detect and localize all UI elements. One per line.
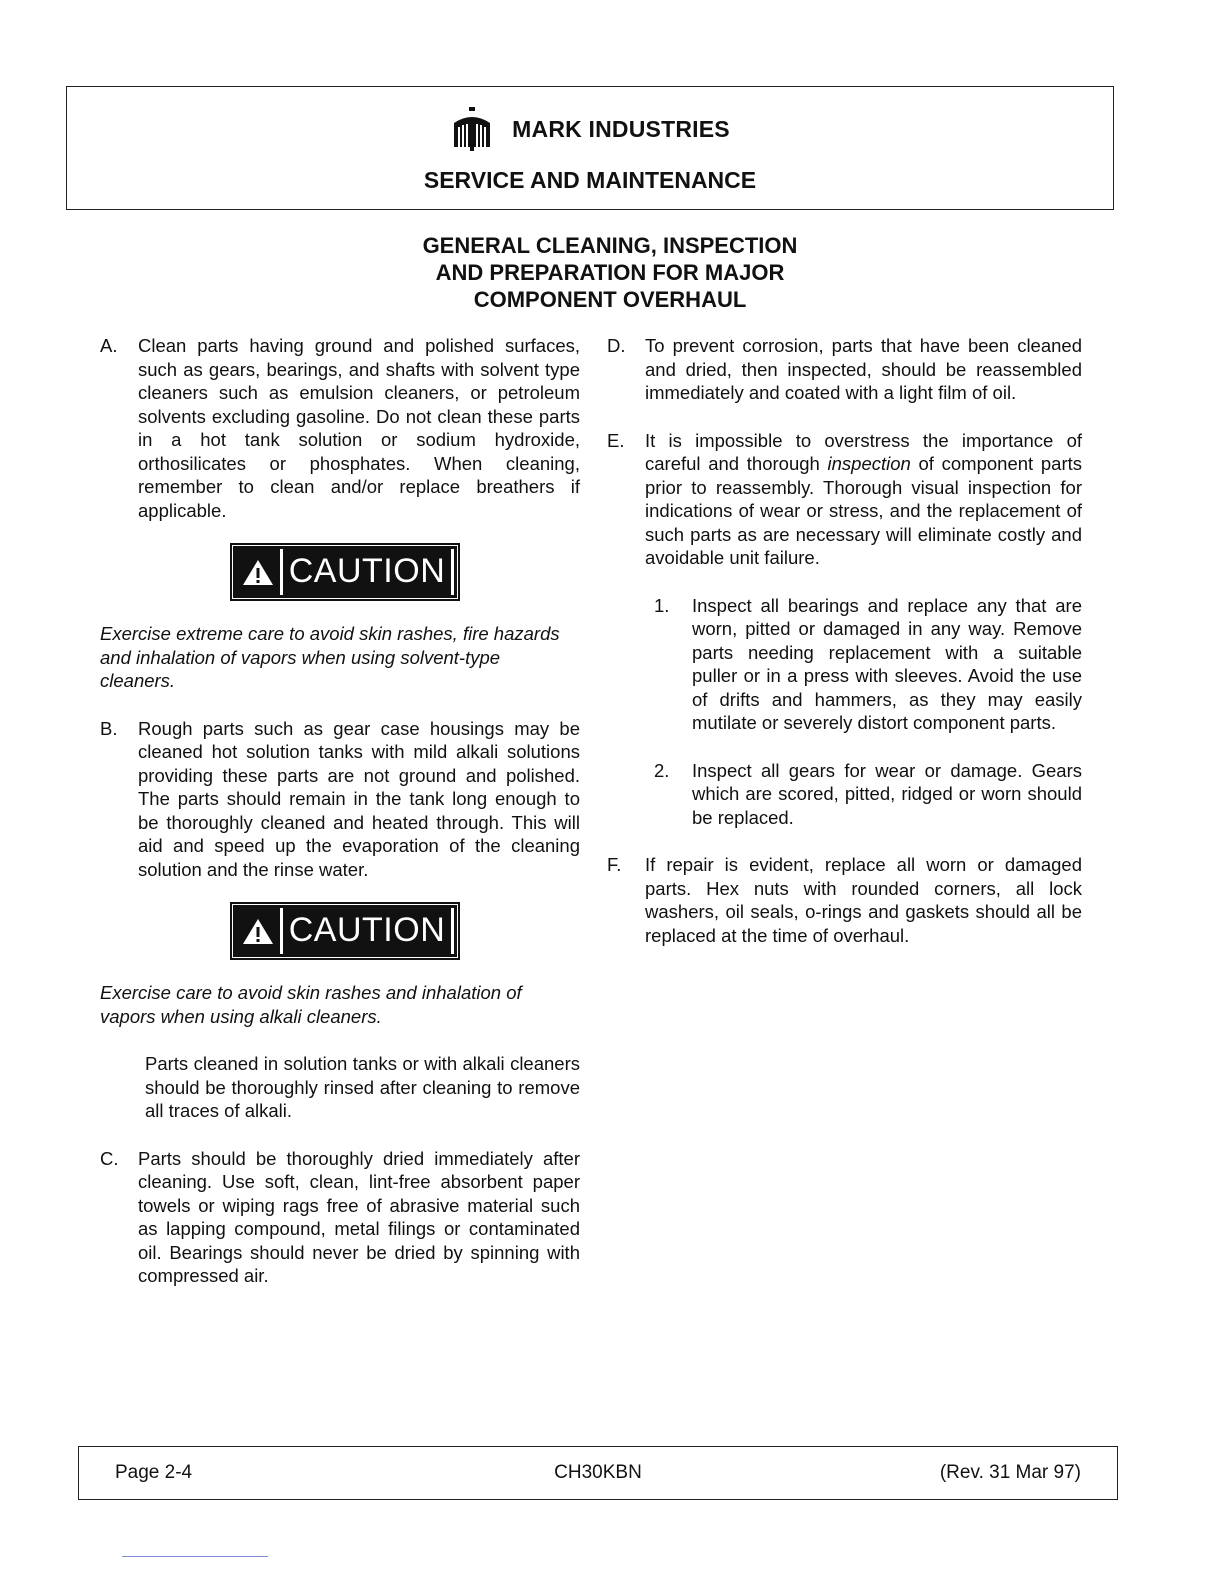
paragraph-b-marker: B. — [100, 717, 118, 739]
paragraph-b — [100, 717, 580, 882]
footer-revision: (Rev. 31 Mar 97) — [939, 1462, 1081, 1483]
paragraph-e — [607, 429, 1082, 570]
paragraph-e-text-end: of component parts prior to reassembly. Thorough visual inspection for indications of wear or stress, and the replacement of such parts as are necessary will eliminate costly and avoidable unit failure. — [645, 453, 1082, 568]
header-subtitle: SERVICE AND MAINTENANCE — [423, 167, 757, 193]
header — [66, 86, 1114, 210]
paragraph-f-text: If repair is evident, replace all worn or damaged parts. Hex nuts with rounded corners, all lock washers, oil seals, o-rings and gaskets should all be replaced at the time of overhaul. — [645, 854, 1082, 946]
subitem-e1 — [650, 594, 1082, 735]
title-line-3: COMPONENT OVERHAUL — [473, 287, 747, 312]
subitem-e1-marker: 1. — [654, 594, 670, 616]
mark-industries-logo-icon — [450, 107, 494, 151]
right-column — [607, 334, 1082, 971]
subitem-e1-text: Inspect all bearings and replace any that are worn, pitted or damaged in any way. Remove parts needing replacement with a suitable puller or in a press with sleeves. Avoid the use of drifts and hammers, as they may easily mutilate or severely distort component parts. — [692, 594, 1082, 733]
paragraph-e-emphasis: inspection — [827, 453, 911, 474]
paragraph-d-text: To prevent corrosion, parts that have been cleaned and dried, then inspected, should be reassembled immediately and coated with a light film of oil. — [645, 335, 1082, 403]
paragraph-f-marker: F. — [607, 854, 622, 875]
paragraph-c-text: Parts should be thoroughly dried immediately after cleaning. Use soft, clean, lint-free absorbent paper towels or wiping rags free of abrasive material such as lapping compound, metal filings or contaminated oil. Bearings should never be dried by spinning with compressed air. — [138, 1147, 580, 1286]
paragraph-f — [607, 853, 1082, 947]
left-column — [100, 334, 580, 1312]
title-line-1: GENERAL CLEANING, INSPECTION — [422, 233, 798, 258]
company-name: MARK INDUSTRIES — [512, 115, 730, 142]
caution-banner-1 — [100, 546, 580, 598]
paragraph-e-text — [645, 429, 1082, 570]
paragraph-c — [100, 1147, 580, 1288]
paragraph-e-marker: E. — [607, 429, 625, 451]
footer — [78, 1446, 1118, 1500]
caution-text-2: Exercise care to avoid skin rashes and inhalation of vapors when using alkali cleaners. — [100, 982, 522, 1027]
caution-banner-2 — [100, 905, 580, 957]
caution-badge — [233, 546, 458, 598]
caution-icon-box — [236, 908, 283, 954]
subitem-e2-marker: 2. — [654, 759, 670, 781]
caution-text-1: Exercise extreme care to avoid skin rashes, fire hazards and inhalation of vapors when using solvent-type cleaners. — [100, 623, 560, 691]
warning-triangle-icon — [242, 917, 274, 945]
page-title — [250, 232, 970, 313]
caution-icon-box — [236, 549, 283, 595]
paragraph-b-note: Parts cleaned in solution tanks or with alkali cleaners should be thoroughly rinsed after cleaning to remove all traces of alkali. — [145, 1053, 580, 1121]
footer-model: CH30KBN — [554, 1462, 642, 1483]
caution-label: CAUTION — [283, 549, 455, 595]
paragraph-a — [100, 334, 580, 522]
subitem-e2 — [650, 759, 1082, 830]
paragraph-b-text: Rough parts such as gear case housings may be cleaned hot solution tanks with mild alkali solutions providing these parts are not ground and polished. The parts should remain in the tank long enough to be thoroughly cleaned and heated through. This will aid and speed up the evaporation of the cleaning solution and the rinse water. — [138, 717, 580, 880]
paragraph-d-marker: D. — [607, 335, 626, 356]
paragraph-d — [607, 334, 1082, 405]
brand-row — [67, 107, 1113, 151]
subitem-e2-text: Inspect all gears for wear or damage. Gears which are scored, pitted, ridged or worn should be replaced. — [692, 759, 1082, 828]
footer-page-number: Page 2-4 — [115, 1462, 193, 1483]
paragraph-a-marker: A. — [100, 335, 118, 356]
scan-artifact-line — [122, 1556, 268, 1557]
paragraph-c-marker: C. — [100, 1147, 119, 1169]
caution-badge — [233, 905, 458, 957]
paragraph-a-text: Clean parts having ground and polished surfaces, such as gears, bearings, and shafts with solvent type cleaners such as emulsion cleaners, or petroleum solvents excluding gasoline. Do not clean these parts in a hot tank solution or sodium hydroxide, orthosilicates or phosphates. When cleaning, remember to clean and/or replace breathers if applicable. — [138, 335, 580, 521]
title-line-2: AND PREPARATION FOR MAJOR — [435, 260, 785, 285]
caution-label: CAUTION — [283, 908, 455, 954]
warning-triangle-icon — [242, 558, 274, 586]
paragraph-e-text-start: It is impossible to overstress the importance of careful and thorough — [645, 429, 1082, 474]
